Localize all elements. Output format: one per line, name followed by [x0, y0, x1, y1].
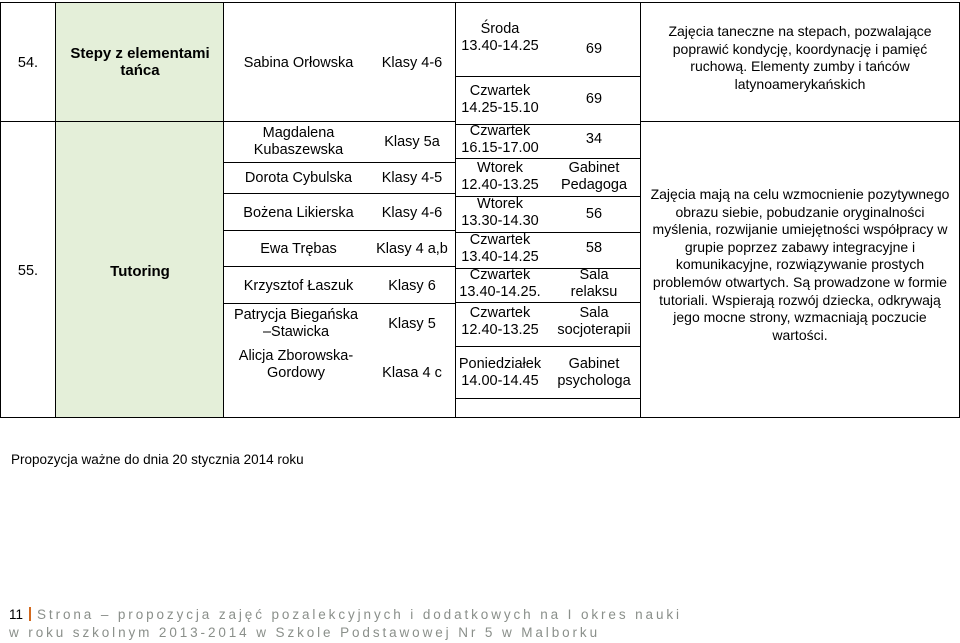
teacher-classes: Klasa 4 c — [382, 364, 442, 381]
teacher-classes: Klasy 4-6 — [381, 204, 443, 221]
schedule-room: Gabinet psychologa — [557, 356, 631, 389]
schedule-room: 34 — [585, 130, 603, 147]
schedule-room: 69 — [585, 90, 603, 107]
table-left-border — [0, 2, 1, 417]
schedule-time: Czwartek 13.40-14.25 — [461, 232, 539, 265]
schedule-room: Sala socjoterapii — [557, 305, 631, 338]
table-top-border — [0, 2, 960, 3]
schedule-divider — [456, 76, 640, 77]
schedule-divider — [456, 346, 640, 347]
schedule-time: Poniedziałek 14.00-14.45 — [458, 356, 542, 389]
validity-note: Propozycja ważne do dnia 20 stycznia 2014 roku — [11, 452, 304, 467]
teacher-classes: Klasy 4-6 — [381, 54, 443, 71]
teacher-name: Sabina Orłowska — [243, 54, 354, 71]
schedule-time: Czwartek 16.15-17.00 — [461, 123, 539, 156]
footer-line-1 — [9, 606, 682, 624]
schedule-time: Czwartek 12.40-13.25 — [461, 305, 539, 338]
teacher-name: Magdalena Kubaszewska — [253, 125, 344, 158]
schedule-room: Sala relaksu — [570, 267, 618, 300]
teacher-name: Dorota Cybulska — [244, 169, 353, 186]
activity-name: Tutoring — [110, 262, 170, 280]
column-divider — [640, 2, 641, 417]
teacher-divider — [224, 162, 455, 163]
teacher-classes: Klasy 5 — [388, 315, 436, 332]
schedule-room: 58 — [585, 239, 603, 256]
teacher-name: Krzysztof Łaszuk — [243, 277, 354, 294]
activity-name: Stepy z elementami tańca — [70, 45, 210, 79]
schedule-time: Czwartek 13.40-14.25. — [459, 267, 541, 300]
page-number: 11 — [9, 607, 24, 622]
teacher-divider — [224, 303, 455, 304]
teacher-classes: Klasy 6 — [388, 277, 436, 294]
schedule-divider — [456, 398, 640, 399]
row-number: 55. — [17, 262, 39, 279]
row-number: 54. — [17, 54, 39, 71]
schedule-time: Środa 13.40-14.25 — [461, 21, 539, 54]
teacher-divider — [224, 266, 455, 267]
column-divider — [223, 2, 224, 417]
schedule-time: Czwartek 14.25-15.10 — [461, 83, 539, 116]
schedule-time: Wtorek 13.30-14.30 — [461, 196, 539, 229]
teacher-classes: Klasy 5a — [384, 133, 440, 150]
teacher-classes: Klasy 4-5 — [381, 169, 443, 186]
activity-description: Zajęcia mają na celu wzmocnienie pozytywnego obrazu siebie, pobudzanie oryginalności myślenia, rozwijanie umiejętności współpracy w grupie poprzez zabawy integracyjne i komunikacyjne, rozwiązywanie prostych problemów otwartych. Są prowadzone w formie tutoriali. Wspierają rozwój dziecka, odkrywają jego mocne strony, wzmacniają poczucie wartości. — [650, 186, 950, 343]
teacher-name: Alicja Zborowska-Gordowy — [238, 348, 354, 381]
teacher-name: Bożena Likierska — [243, 204, 354, 221]
schedule-room: 56 — [585, 205, 603, 222]
footer-separator — [29, 607, 31, 621]
teacher-name: Patrycja Biegańska –Stawicka — [233, 307, 359, 340]
footer-text-2: w roku szkolnym 2013-2014 w Szkole Podstawowej Nr 5 w Malborku — [9, 625, 600, 640]
row-divider — [0, 121, 455, 122]
page-footer — [9, 606, 682, 642]
schedule-room: Gabinet Pedagoga — [560, 160, 628, 193]
teacher-divider — [224, 230, 455, 231]
schedule-time: Wtorek 12.40-13.25 — [461, 160, 539, 193]
row-divider-desc — [640, 121, 960, 122]
column-divider — [55, 2, 56, 417]
teacher-classes: Klasy 4 a,b — [376, 240, 448, 257]
activity-description: Zajęcia taneczne na stepach, pozwalające poprawić kondycję, koordynację i pamięć ruchową. Elementy zumby i tańców latynoamerykańskich — [668, 23, 932, 92]
schedule-room: 69 — [585, 40, 603, 57]
teacher-name: Ewa Trębas — [260, 240, 337, 257]
table-bottom-border — [0, 417, 960, 418]
teacher-divider — [224, 193, 455, 194]
footer-text-1: Strona – propozycja zajęć pozalekcyjnych i dodatkowych na I okres nauki — [37, 607, 682, 622]
